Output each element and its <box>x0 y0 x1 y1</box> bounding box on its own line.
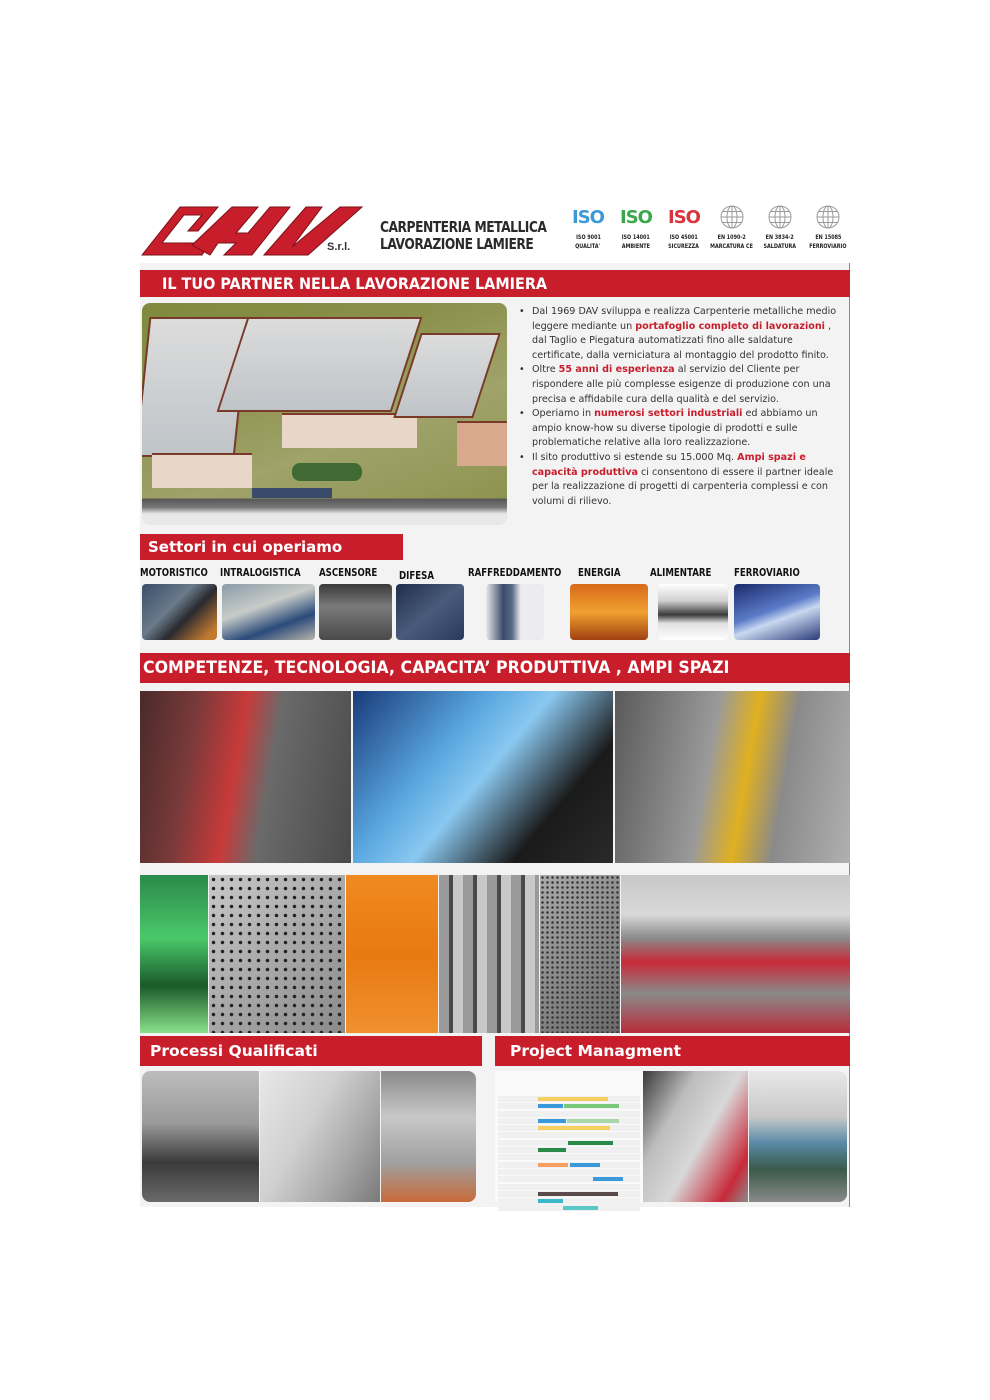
bullet-item: • Operiamo in numerosi settori industriali ed abbiamo un ampio know-how su diverse tipologie di prodotti e sulle problematiche relative alla loro realizzazione. <box>515 407 845 451</box>
bullet-item: • Dal 1969 DAV sviluppa e realizza Carpenterie metalliche medio leggere mediante un portafoglio completo di lavorazioni , dal Taglio e Piegatura automatizzati fino alle saldature certificate, dalla verniciatura al montaggio del prodotto finito. <box>515 305 845 363</box>
bullet-item: • Oltre 55 anni di esperienza al servizio del Cliente per rispondere alle più complesse esigenze di produzione con una precisa e affidabile cura della qualità e del servizio. <box>515 363 845 407</box>
photo-punching-machine <box>353 691 613 863</box>
photo-perforated-sheet <box>209 875 345 1033</box>
section-title-project: Project Managment <box>495 1036 850 1066</box>
photo-cable-trays <box>439 875 539 1033</box>
cert-iso-14001: ISO ISO 14001 AMBIENTE <box>612 201 660 251</box>
globe-icon <box>767 201 793 233</box>
factory-aerial-photo <box>142 303 507 525</box>
section-title-competences: COMPETENZE, TECNOLOGIA, CAPACITA’ PRODUTTIVA , AMPI SPAZI <box>140 653 850 683</box>
photo-perforated-panel <box>540 875 620 1033</box>
photo-laser-cutting-line <box>140 691 351 863</box>
company-line-2: LAVORAZIONE LAMIERE <box>380 235 534 253</box>
iso-badge-icon: ISO <box>572 206 604 228</box>
sector-energia: ENERGIA <box>578 567 630 582</box>
logo-suffix: S.r.l. <box>327 241 351 253</box>
section-title-sectors: Settori in cui operiamo <box>140 534 403 560</box>
photo-training-room <box>142 1071 259 1202</box>
photo-workshop-floor <box>621 875 850 1033</box>
section-title-partner: IL TUO PARTNER NELLA LAVORAZIONE LAMIERA <box>140 270 850 297</box>
cert-en-1090-2: EN 1090-2 MARCATURA CE <box>708 201 756 251</box>
intro-bullet-list <box>515 305 845 509</box>
bullet-item: • Il sito produttivo si estende su 15.000 Mq. Ampi spazi e capacità produttiva ci consentono di essere il partner ideale per la realizzazione di progetti di carpenteria complessi e con volumi di rilievo. <box>515 451 845 509</box>
photo-welding-test <box>260 1071 380 1202</box>
photo-orange-panel <box>346 875 438 1033</box>
sector-difesa: DIFESA <box>399 567 442 585</box>
photo-meeting-room <box>749 1071 847 1202</box>
iso-badge-icon: ISO <box>620 206 652 228</box>
globe-icon <box>719 201 745 233</box>
globe-icon <box>815 201 841 233</box>
sector-raffreddamento: RAFFREDDAMENTO <box>468 567 582 582</box>
photo-measurement-device <box>381 1071 476 1202</box>
sector-motoristico: MOTORISTICO <box>140 567 223 582</box>
iso-badge-icon: ISO <box>668 206 700 228</box>
cert-en-3834-2: EN 3834-2 SALDATURA <box>756 201 804 251</box>
photo-robotic-bending <box>615 691 850 863</box>
cert-iso-9001: ISO ISO 9001 QUALITA' <box>564 201 612 251</box>
sector-ascensore: ASCENSORE <box>319 567 390 582</box>
company-tagline <box>380 219 546 253</box>
cert-iso-45001: ISO ISO 45001 SICUREZZA <box>660 201 708 251</box>
photo-office-corridor <box>643 1071 748 1202</box>
gantt-chart-image <box>495 1071 643 1202</box>
sector-intralogistica: INTRALOGISTICA <box>220 567 318 582</box>
sectors-strip <box>140 567 850 643</box>
header <box>140 193 850 263</box>
sector-alimentare: ALIMENTARE <box>650 567 725 582</box>
cert-en-15085: EN 15085 FERROVIARIO <box>804 201 852 251</box>
company-line-1: CARPENTERIA METALLICA <box>380 218 547 236</box>
section-title-processes: Processi Qualificati <box>140 1036 482 1066</box>
certifications <box>564 201 852 251</box>
photo-laser-green <box>140 875 208 1033</box>
brochure-page <box>140 193 850 1207</box>
sector-ferroviario: FERROVIARIO <box>734 567 814 582</box>
